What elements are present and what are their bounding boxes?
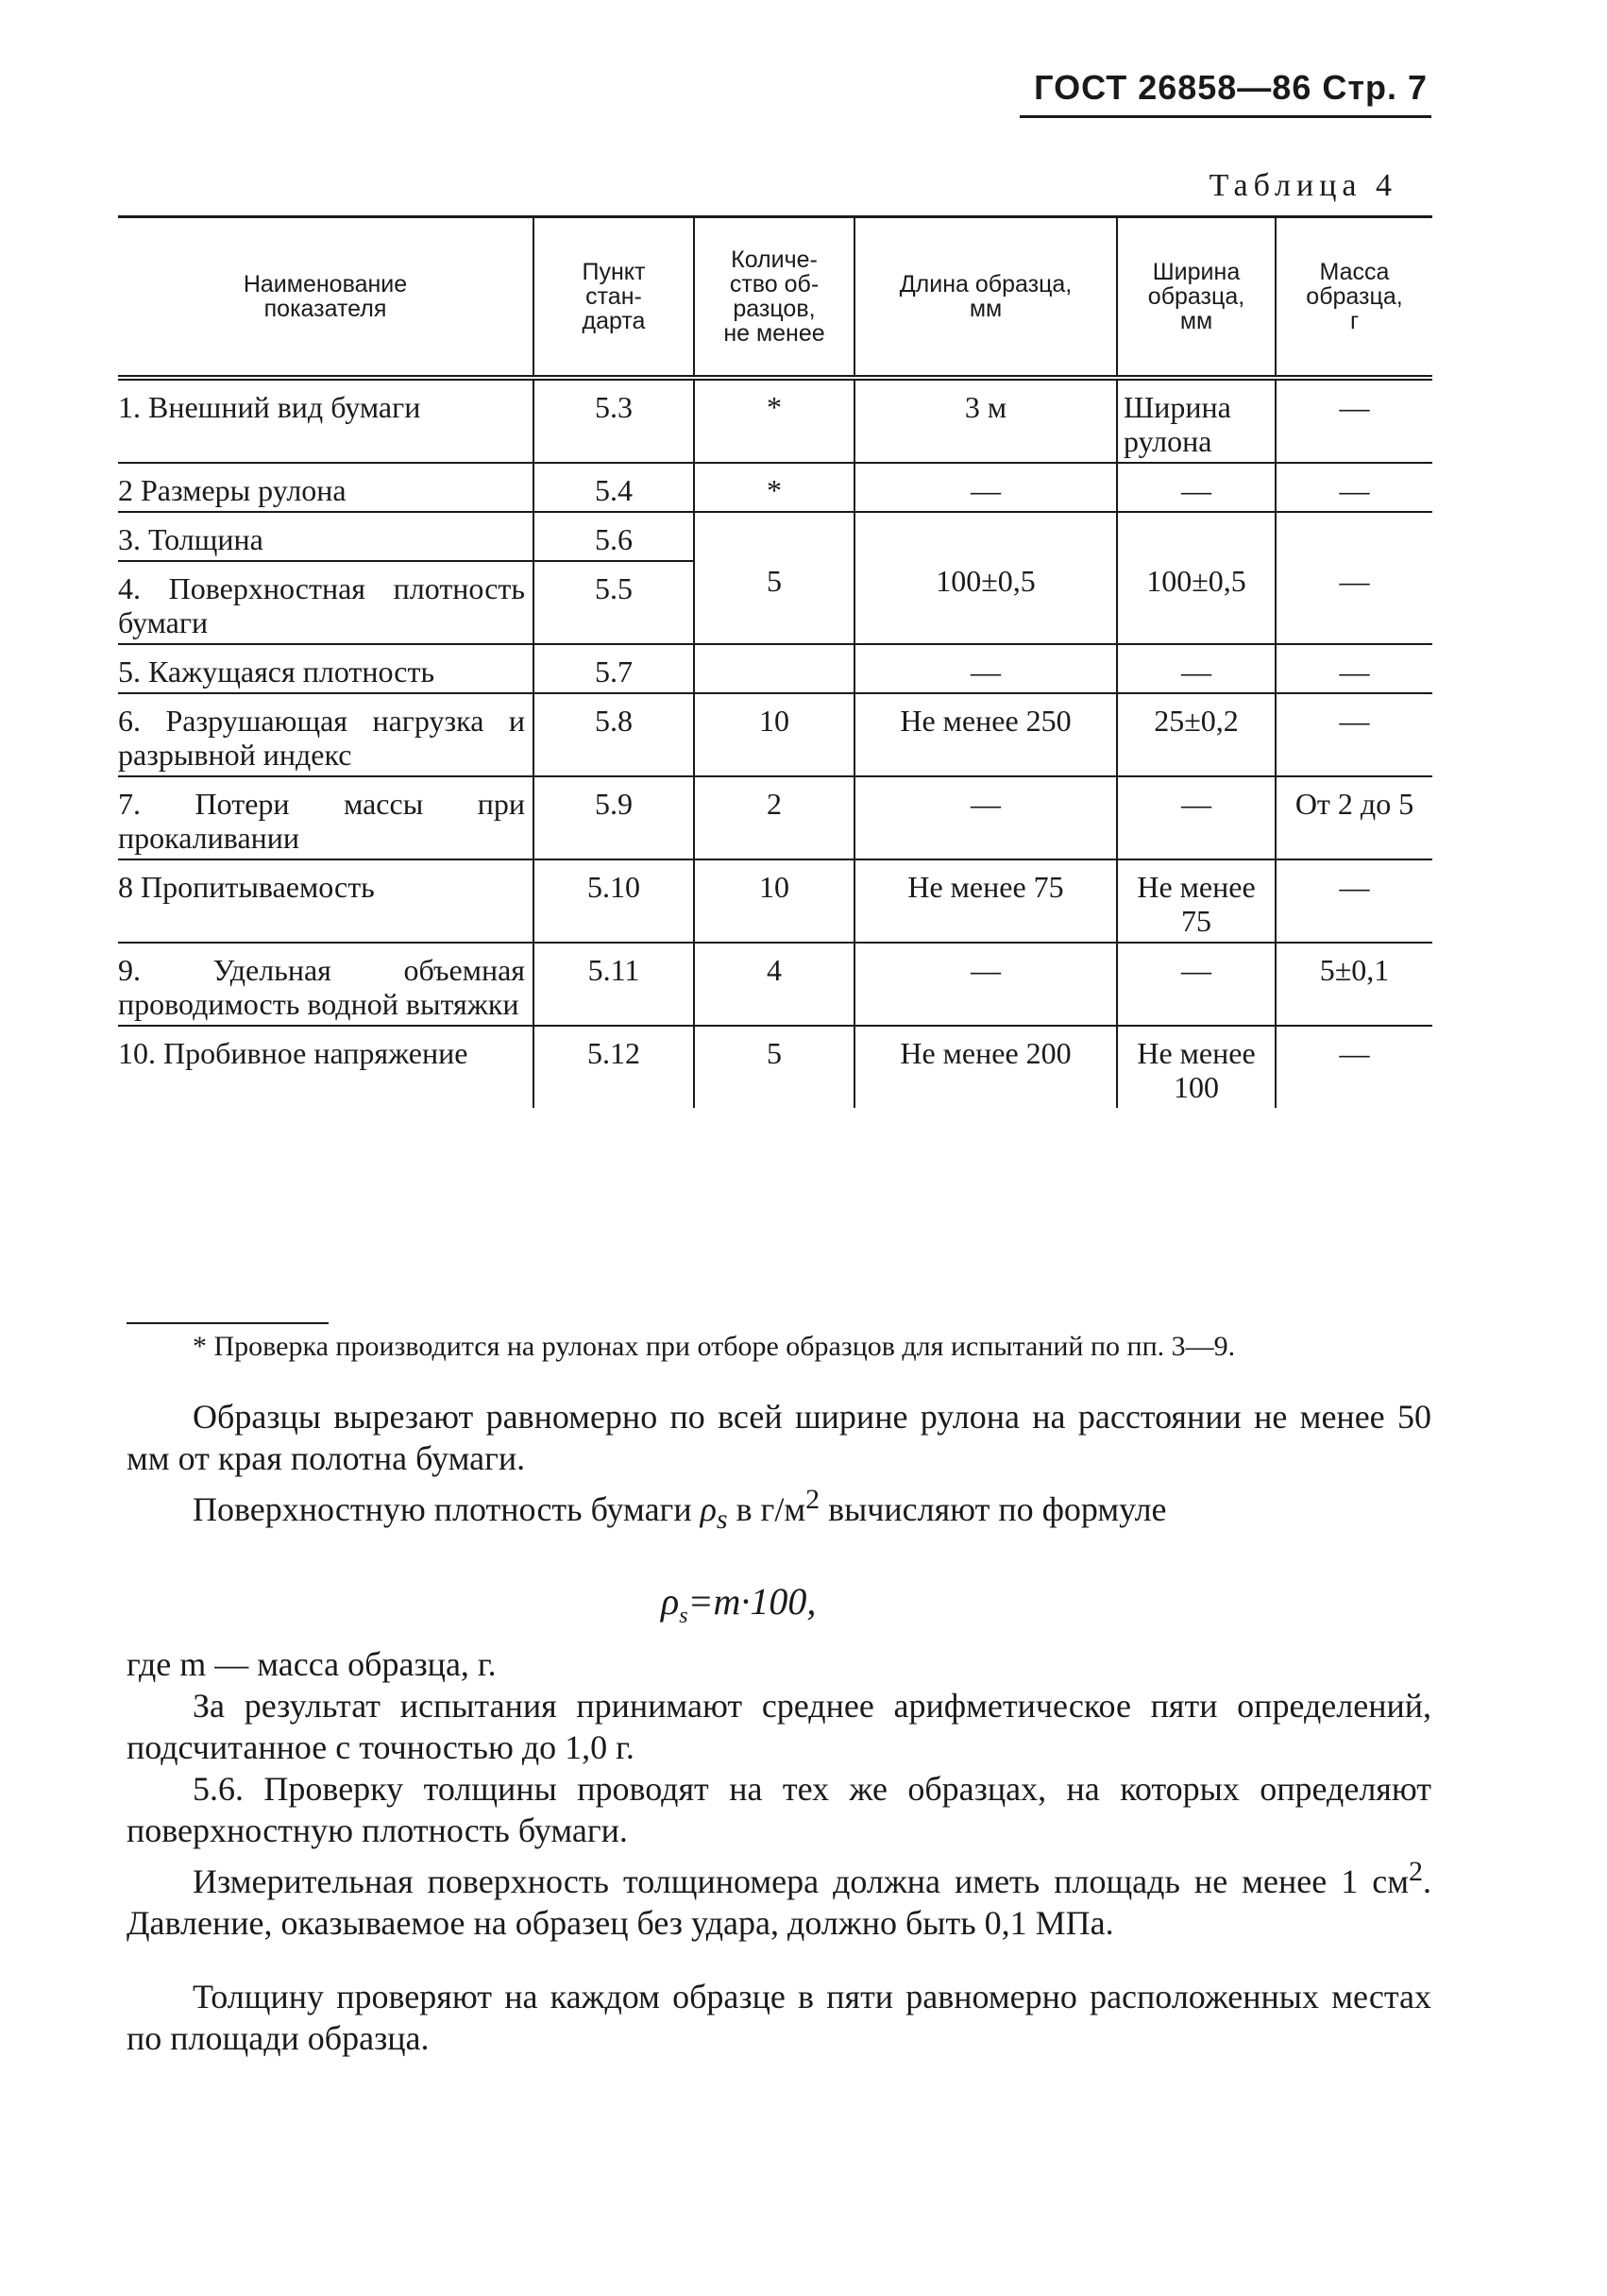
row-name: 1. Внешний вид бумаги (118, 378, 533, 463)
table-row (118, 859, 1432, 943)
row-name: 3. Толщина (118, 512, 533, 561)
row-clause: 5.7 (533, 644, 694, 693)
row-count: * (694, 463, 854, 512)
row-count: * (694, 378, 854, 463)
row-width: — (1117, 943, 1276, 1026)
col-header-width: Ширина образца, мм (1117, 217, 1276, 379)
row-count: 10 (694, 859, 854, 943)
page-header: ГОСТ 26858—86 Стр. 7 (1034, 68, 1428, 107)
row-length: 100±0,5 (854, 512, 1117, 644)
row-width: Ширина рулона (1117, 378, 1276, 463)
row-clause: 5.3 (533, 378, 694, 463)
row-name: 4. Поверхностная плотность бумаги (118, 561, 533, 644)
row-mass: — (1276, 378, 1432, 463)
row-mass: — (1276, 693, 1432, 776)
col-header-mass: Масса образца, г (1276, 217, 1432, 379)
row-length: — (854, 776, 1117, 859)
row-length: — (854, 943, 1117, 1026)
row-width: 100±0,5 (1117, 512, 1276, 644)
row-mass: — (1276, 463, 1432, 512)
row-width: — (1117, 463, 1276, 512)
row-width: — (1117, 776, 1276, 859)
col-header-name: Наименование показателя (118, 217, 533, 379)
row-name: 7. Потери массы при прокаливании (118, 776, 533, 859)
paragraph-density-formula-intro: Поверхностную плотность бумаги $\rho_s$ в $г/м^2$ вычисляют по формуле (193, 1484, 1167, 1536)
indicators-table (118, 215, 1432, 1108)
table-caption: Таблица 4 (1209, 168, 1397, 203)
table-row (118, 644, 1432, 693)
row-name: 8 Пропитываемость (118, 859, 533, 943)
row-clause: 5.12 (533, 1026, 694, 1108)
row-clause: 5.4 (533, 463, 694, 512)
row-length: Не менее 200 (854, 1026, 1117, 1108)
row-mass: 5±0,1 (1276, 943, 1432, 1026)
row-mass: — (1276, 512, 1432, 644)
row-count: 10 (694, 693, 854, 776)
table-row (118, 512, 1432, 561)
row-mass: — (1276, 1026, 1432, 1108)
row-length: Не менее 75 (854, 859, 1117, 943)
row-clause: 5.8 (533, 693, 694, 776)
row-length: — (854, 463, 1117, 512)
row-clause: 5.10 (533, 859, 694, 943)
paragraph-thickness-check: Толщину проверяют на каждом образце в пяти равномерно расположенных местах по площади образца. (127, 1978, 1431, 2057)
row-length: Не менее 250 (854, 693, 1117, 776)
row-count: 5 (694, 1026, 854, 1108)
row-clause: 5.9 (533, 776, 694, 859)
row-length: — (854, 644, 1117, 693)
row-mass: — (1276, 859, 1432, 943)
table-row (118, 693, 1432, 776)
header-rule (1020, 115, 1431, 118)
row-clause: 5.6 (533, 512, 694, 561)
formula: $\rho_s=m\cdot 100$, (661, 1580, 817, 1628)
col-header-length: Длина образца, мм (854, 217, 1117, 379)
row-clause: 5.11 (533, 943, 694, 1026)
table-row (118, 1026, 1432, 1108)
row-mass: — (1276, 644, 1432, 693)
table-row (118, 378, 1432, 463)
col-header-count: Количе- ство об- разцов, не менее (694, 217, 854, 379)
footnote: * Проверка производится на рулонах при отборе образцов для испытаний по пп. 3—9. (193, 1331, 1236, 1362)
row-width: Не менее 100 (1117, 1026, 1276, 1108)
row-name: 2 Размеры рулона (118, 463, 533, 512)
table-row (118, 463, 1432, 512)
table-row (118, 776, 1432, 859)
paragraph-where: где m — масса образца, г. (127, 1645, 497, 1683)
row-width: 25±0,2 (1117, 693, 1276, 776)
paragraph-result: За результат испытания принимают среднее арифметическое пяти определений, подсчитанное с точностью до 1,0 г. (127, 1687, 1431, 1766)
row-count: 4 (694, 943, 854, 1026)
col-header-clause: Пункт стан- дарта (533, 217, 694, 379)
table-row (118, 943, 1432, 1026)
row-count: 2 (694, 776, 854, 859)
paragraph-measuring-surface: Измерительная поверхность толщиномера должна иметь площадь не менее 1 $см^2$. Давление, оказываемое на образец без удара, должно быть 0,1 МПа. (127, 1856, 1431, 1942)
row-width: — (1117, 644, 1276, 693)
row-name: 6. Разрушающая нагрузка и разрывной индекс (118, 693, 533, 776)
row-length: 3 м (854, 378, 1117, 463)
row-count (694, 644, 854, 693)
row-width: Не менее 75 (1117, 859, 1276, 943)
paragraph-5-6: 5.6. Проверку толщины проводят на тех же образцах, на которых определяют поверхностную плотность бумаги. (127, 1770, 1431, 1849)
row-count: 5 (694, 512, 854, 644)
row-name: 9. Удельная объемная проводимость водной вытяжки (118, 943, 533, 1026)
table-header-row (118, 217, 1432, 379)
row-mass: От 2 до 5 (1276, 776, 1432, 859)
row-name: 10. Пробивное напряжение (118, 1036, 468, 1070)
row-clause: 5.5 (533, 561, 694, 644)
paragraph-samples: Образцы вырезают равномерно по всей ширине рулона на расстоянии не менее 50 мм от края полотна бумаги. (127, 1398, 1431, 1477)
row-name: 5. Кажущаяся плотность (118, 644, 533, 693)
footnote-rule (127, 1322, 329, 1324)
